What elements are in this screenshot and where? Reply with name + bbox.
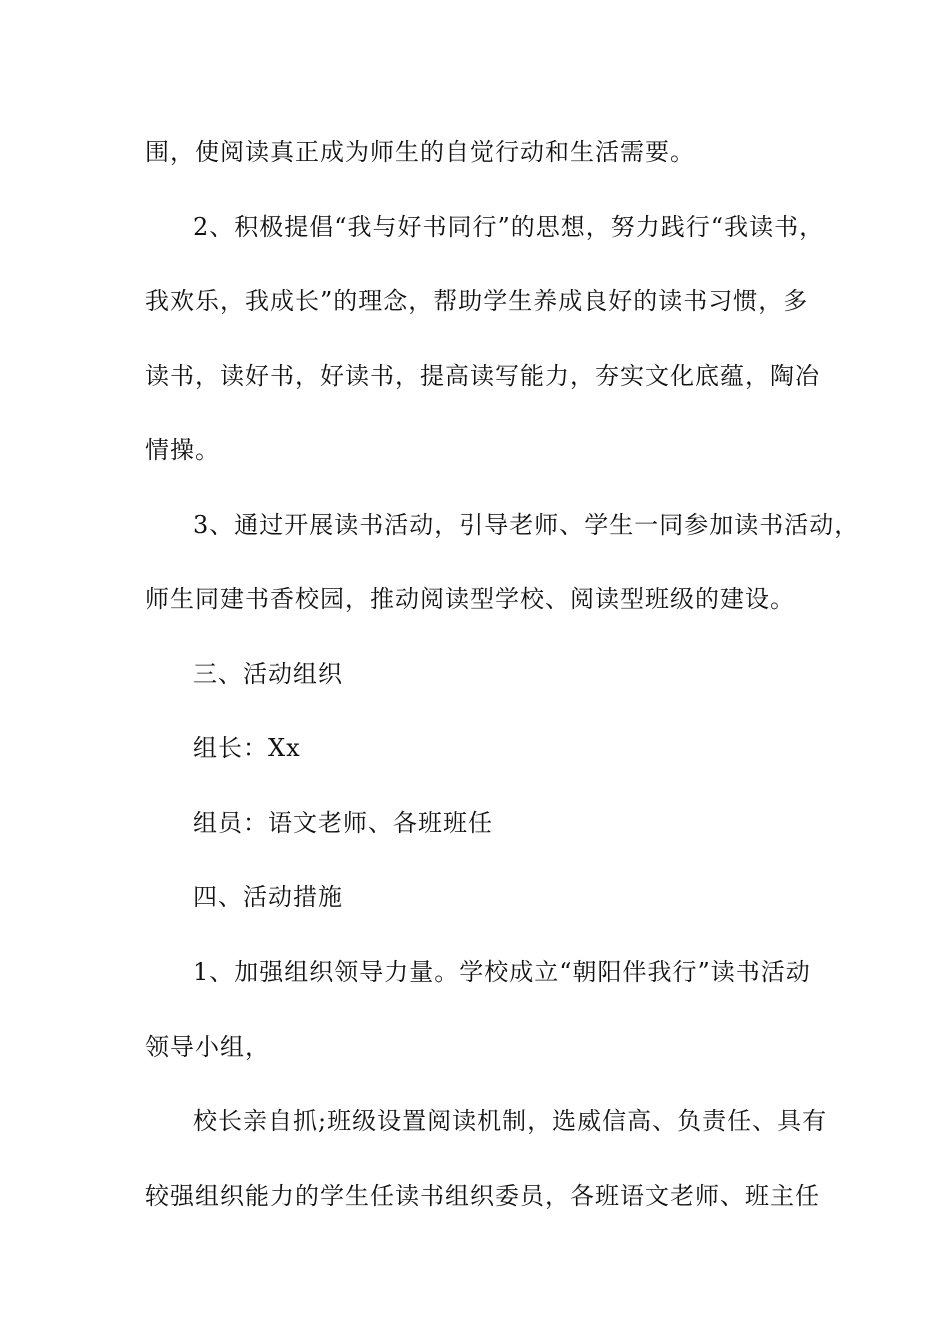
text-line-3: 我欢乐，我成长”的理念，帮助学生养成良好的读书习惯，多 xyxy=(145,287,809,315)
text-line-7: 师生同建书香校园，推动阅读型学校、阅读型班级的建设。 xyxy=(145,585,795,613)
team-leader-line: 组长：Xx xyxy=(193,734,301,762)
section-heading-measures: 四、活动措施 xyxy=(193,883,343,911)
text-line-14: 校长亲自抓;班级设置阅读机制，选威信高、负责任、具有 xyxy=(193,1107,828,1135)
text-line-12: 1、加强组织领导力量。学校成立“朝阳伴我行”读书活动 xyxy=(193,958,811,986)
text-line-15: 较强组织能力的学生任读书组织委员，各班语文老师、班主任 xyxy=(145,1182,820,1210)
team-members-line: 组员：语文老师、各班班任 xyxy=(193,809,493,837)
text-line-5: 情操。 xyxy=(145,436,220,464)
text-line-6: 3、通过开展读书活动，引导老师、学生一同参加读书活动， xyxy=(193,511,860,539)
text-line-2: 2、积极提倡“我与好书同行”的思想，努力践行“我读书， xyxy=(193,213,825,241)
text-line-13: 领导小组， xyxy=(145,1033,270,1061)
section-heading-organization: 三、活动组织 xyxy=(193,660,343,688)
text-line-4: 读书，读好书，好读书，提高读写能力，夯实文化底蕴，陶冶 xyxy=(145,362,820,390)
text-line-1: 围，使阅读真正成为师生的自觉行动和生活需要。 xyxy=(145,138,695,166)
